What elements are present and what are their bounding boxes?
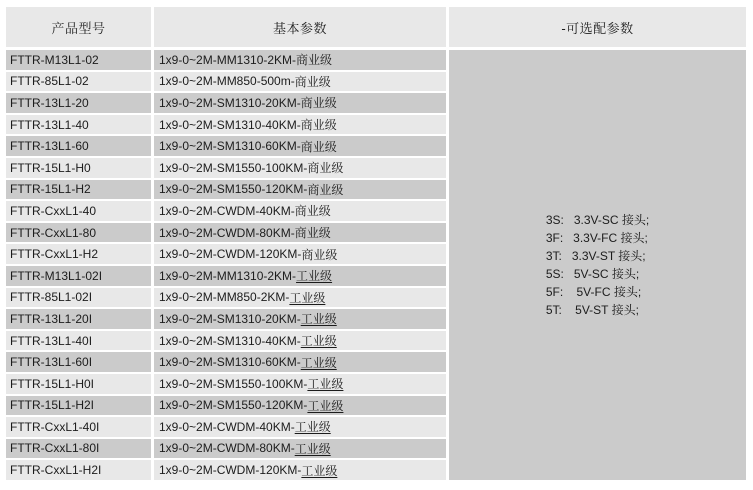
model-cell: FTTR-13L1-40I [6, 331, 151, 351]
params-prefix: 1x9-0~2M-SM1310-40KM- [159, 333, 301, 348]
params-grade: 商业级 [300, 118, 337, 133]
params-grade: 工业级 [301, 463, 338, 478]
params-cell [154, 309, 446, 329]
model-cell: FTTR-M13L1-02 [6, 50, 151, 70]
model-cell: FTTR-85L1-02I [6, 288, 151, 308]
table-header-row [6, 7, 746, 47]
model-cell: FTTR-13L1-20I [6, 309, 151, 329]
params-grade: 商业级 [300, 139, 337, 154]
params-prefix: 1x9-0~2M-CWDM-120KM- [159, 247, 302, 262]
params-grade: 商业级 [294, 226, 331, 241]
params-prefix: 1x9-0~2M-SM1550-100KM- [159, 376, 308, 391]
optional-param-line: 3F: 3.3V-FC 接头; [545, 230, 648, 245]
table-row [6, 331, 446, 351]
table-row [6, 396, 446, 416]
table-row [6, 417, 446, 437]
params-prefix: 1x9-0~2M-MM1310-2KM- [159, 52, 297, 67]
table-body-rows [6, 50, 446, 480]
table-row [6, 288, 446, 308]
model-cell: FTTR-CxxL1-80I [6, 439, 151, 459]
params-prefix: 1x9-0~2M-SM1550-100KM- [159, 160, 308, 175]
params-cell [154, 158, 446, 178]
params-cell [154, 115, 446, 135]
table-row [6, 460, 446, 480]
model-cell: FTTR-13L1-60I [6, 352, 151, 372]
column-header-optional-params-label: -可选配参数 [561, 20, 634, 36]
params-grade: 商业级 [300, 96, 337, 111]
params-prefix: 1x9-0~2M-SM1310-20KM- [159, 311, 301, 326]
params-cell [154, 223, 446, 243]
table-row [6, 266, 446, 286]
params-cell [154, 244, 446, 264]
model-cell: FTTR-13L1-60 [6, 136, 151, 156]
table-row [6, 93, 446, 113]
params-cell [154, 396, 446, 416]
model-cell: FTTR-M13L1-02I [6, 266, 151, 286]
column-header-basic-params-label: 基本参数 [272, 20, 327, 36]
params-grade: 商业级 [296, 53, 333, 68]
params-cell [154, 72, 446, 92]
params-cell [154, 180, 446, 200]
params-grade: 商业级 [307, 182, 344, 197]
optional-param-line: 5S: 5V-SC 接头; [545, 266, 640, 281]
table-row [6, 115, 446, 135]
model-cell: FTTR-CxxL1-H2 [6, 244, 151, 264]
params-cell [154, 417, 446, 437]
params-cell [154, 352, 446, 372]
params-grade: 工业级 [307, 377, 344, 392]
params-grade: 商业级 [294, 74, 331, 89]
optional-params-lines [546, 211, 649, 319]
params-grade: 工业级 [294, 441, 331, 456]
params-prefix: 1x9-0~2M-SM1310-40KM- [159, 117, 301, 132]
model-cell: FTTR-CxxL1-40 [6, 201, 151, 221]
params-grade: 商业级 [294, 204, 331, 219]
column-header-basic-params [154, 7, 446, 47]
table-row [6, 352, 446, 372]
model-cell: FTTR-CxxL1-40I [6, 417, 151, 437]
table-row [6, 223, 446, 243]
model-cell: FTTR-CxxL1-H2I [6, 460, 151, 480]
model-cell: FTTR-15L1-H2I [6, 396, 151, 416]
params-cell [154, 374, 446, 394]
params-prefix: 1x9-0~2M-SM1310-60KM- [159, 139, 301, 154]
model-cell: FTTR-15L1-H2 [6, 180, 151, 200]
params-prefix: 1x9-0~2M-SM1310-20KM- [159, 95, 301, 110]
table-row [6, 439, 446, 459]
table-body [6, 50, 746, 480]
params-grade: 工业级 [300, 355, 337, 370]
params-prefix: 1x9-0~2M-SM1550-120KM- [159, 182, 308, 197]
params-prefix: 1x9-0~2M-CWDM-40KM- [159, 203, 295, 218]
params-cell [154, 201, 446, 221]
table-row [6, 180, 446, 200]
params-prefix: 1x9-0~2M-SM1310-60KM- [159, 355, 301, 370]
params-grade: 工业级 [300, 334, 337, 349]
product-spec-table [6, 7, 746, 480]
optional-param-line: 3S: 3.3V-SC 接头; [545, 212, 650, 227]
table-row [6, 374, 446, 394]
table-row [6, 50, 446, 70]
params-prefix: 1x9-0~2M-SM1550-120KM- [159, 398, 308, 413]
params-cell [154, 288, 446, 308]
optional-param-line: 5T: 5V-ST 接头; [545, 302, 639, 317]
params-grade: 工业级 [294, 420, 331, 435]
model-cell: FTTR-13L1-20 [6, 93, 151, 113]
optional-param-line: 5F: 5V-FC 接头; [545, 284, 642, 299]
table-row [6, 244, 446, 264]
params-prefix: 1x9-0~2M-MM850-2KM- [159, 290, 290, 305]
table-row [6, 158, 446, 178]
params-cell [154, 266, 446, 286]
model-cell: FTTR-15L1-H0 [6, 158, 151, 178]
params-prefix: 1x9-0~2M-MM1310-2KM- [159, 268, 297, 283]
column-header-model-label: 产品型号 [51, 20, 106, 36]
optional-param-line: 3T: 3.3V-ST 接头; [545, 248, 646, 263]
params-cell [154, 136, 446, 156]
table-row [6, 72, 446, 92]
params-cell [154, 460, 446, 480]
params-prefix: 1x9-0~2M-CWDM-40KM- [159, 419, 295, 434]
column-header-optional-params [449, 7, 746, 47]
table-row [6, 309, 446, 329]
params-cell [154, 50, 446, 70]
optional-params-cell [449, 50, 746, 480]
column-header-model [6, 7, 151, 47]
table-row [6, 136, 446, 156]
table-row [6, 201, 446, 221]
model-cell: FTTR-13L1-40 [6, 115, 151, 135]
params-grade: 商业级 [301, 247, 338, 262]
params-prefix: 1x9-0~2M-MM850-500m- [159, 74, 295, 89]
params-prefix: 1x9-0~2M-CWDM-120KM- [159, 463, 302, 478]
params-cell [154, 439, 446, 459]
params-grade: 商业级 [307, 161, 344, 176]
params-grade: 工业级 [296, 269, 333, 284]
params-prefix: 1x9-0~2M-CWDM-80KM- [159, 441, 295, 456]
params-grade: 工业级 [289, 290, 326, 305]
model-cell: FTTR-85L1-02 [6, 72, 151, 92]
params-cell [154, 331, 446, 351]
params-grade: 工业级 [307, 398, 344, 413]
model-cell: FTTR-15L1-H0I [6, 374, 151, 394]
params-cell [154, 93, 446, 113]
params-grade: 工业级 [300, 312, 337, 327]
model-cell: FTTR-CxxL1-80 [6, 223, 151, 243]
params-prefix: 1x9-0~2M-CWDM-80KM- [159, 225, 295, 240]
